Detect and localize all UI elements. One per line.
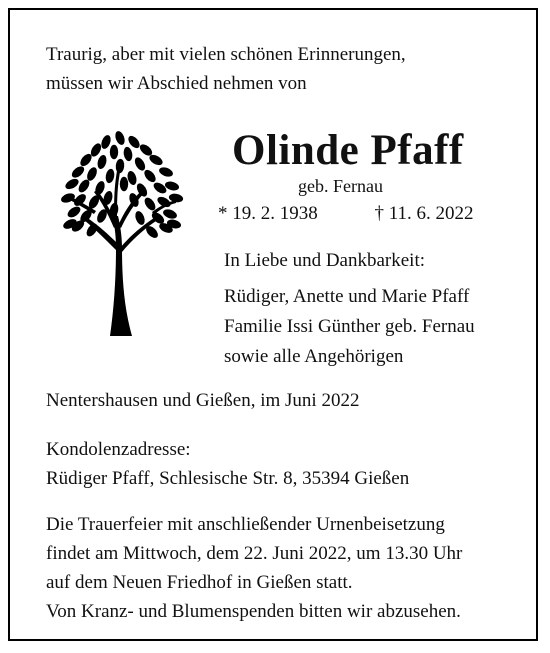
leaf-shape — [60, 192, 76, 205]
intro-line-1: Traurig, aber mit vielen schönen Erinnerungen, — [46, 44, 406, 65]
life-dates — [218, 203, 474, 225]
death-date: † 11. 6. 2022 — [374, 203, 474, 224]
leaf-shape — [123, 146, 134, 162]
leaf-shape — [114, 130, 127, 146]
tree-icon — [54, 128, 186, 338]
leaf-shape — [66, 204, 83, 219]
leaf-shape — [164, 180, 180, 192]
funeral-info — [46, 510, 462, 626]
leaf-shape — [120, 177, 128, 191]
leaf-shape — [133, 156, 147, 173]
leaf-shape — [110, 145, 118, 159]
leaf-shape — [134, 210, 147, 226]
leaf-shape — [142, 168, 158, 184]
birth-name: geb. Fernau — [298, 176, 383, 196]
leaf-shape — [158, 166, 174, 179]
leaf-shape — [64, 177, 81, 191]
birth-date: * 19. 2. 1938 — [218, 203, 318, 224]
mourners-heading: In Liebe und Dankbarkeit: — [224, 250, 426, 271]
leaf-shape — [96, 154, 108, 170]
condolence-block — [46, 435, 409, 493]
leaf-shape — [152, 180, 169, 195]
leaf-shape — [70, 164, 86, 180]
mourner-line: sowie alle Angehörigen — [224, 346, 404, 367]
funeral-line: Die Trauerfeier mit anschließender Urnenbeisetzung — [46, 514, 445, 535]
intro-text — [46, 40, 406, 98]
mourner-line: Familie Issi Günther geb. Fernau — [224, 316, 475, 337]
condolence-address: Rüdiger Pfaff, Schlesische Str. 8, 35394 Gießen — [46, 468, 410, 489]
funeral-line: Von Kranz- und Blumenspenden bitten wir abzusehen. — [46, 601, 461, 622]
leaf-shape — [162, 208, 178, 221]
leaf-shape — [115, 158, 125, 173]
obituary-frame — [8, 8, 538, 641]
mourners-list — [224, 282, 475, 372]
deceased-name: Olinde Pfaff — [232, 127, 464, 174]
funeral-line: auf dem Neuen Friedhof in Gießen statt. — [46, 572, 353, 593]
intro-line-2: müssen wir Abschied nehmen von — [46, 73, 307, 94]
place-date: Nentershausen und Gießen, im Juni 2022 — [46, 390, 360, 411]
condolence-label: Kondolenzadresse: — [46, 439, 191, 460]
mourner-line: Rüdiger, Anette und Marie Pfaff — [224, 286, 470, 307]
leaf-shape — [105, 168, 116, 184]
leaf-shape — [100, 134, 113, 150]
funeral-line: findet am Mittwoch, dem 22. Juni 2022, um 13.30 Uhr — [46, 543, 463, 564]
